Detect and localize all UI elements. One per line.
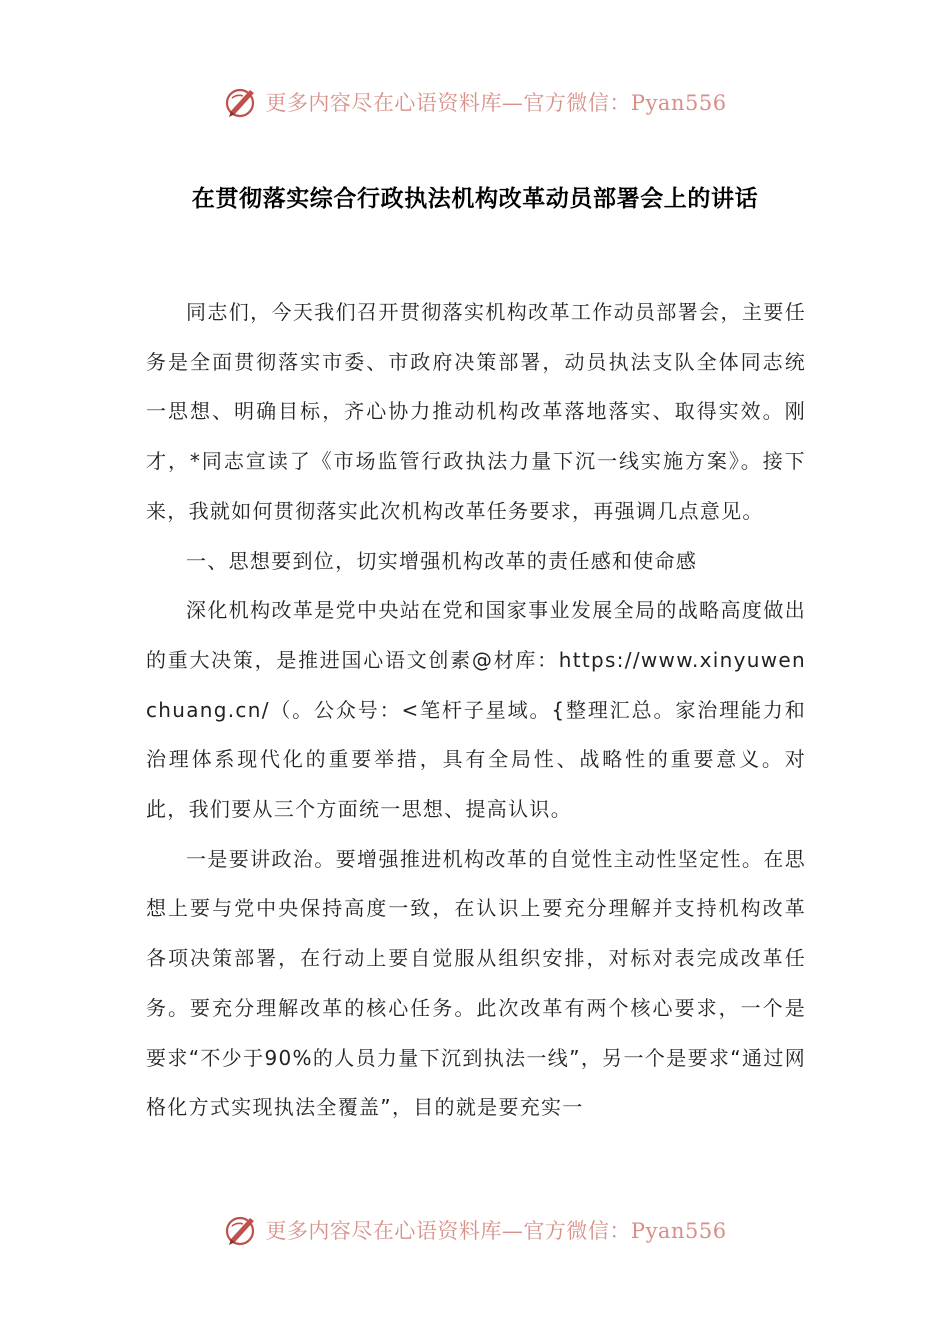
document-title: 在贯彻落实综合行政执法机构改革动员部署会上的讲话 xyxy=(191,186,759,212)
paragraph-politics: 一是要讲政治。要增强推进机构改革的自觉性主动性坚定性。在思想上要与党中央保持高度一致，在认识上要充分理解并支持机构改革各项决策部署，在行动上要自觉服从组织安排，对标对表完成改革任务。要充分理解改革的核心任务。此次改革有两个核心要求，一个是要求“不少于90%的人员力量下沉到执法一线”，另一个是要求“通过网格化方式实现执法全覆盖”，目的就是要充实一 xyxy=(146,846,806,1120)
pen-logo-icon xyxy=(223,1212,259,1248)
document-body xyxy=(146,288,806,1133)
header-watermark-banner xyxy=(0,82,950,122)
paragraph-significance: 深化机构改革是党中央站在党和国家事业发展全局的战略高度做出的重大决策，是推进国心语文创素@材库：https://www.xinyuwenchuang.cn/（。公众号：<笔杆子星域。{整理汇总。家治理能力和治理体系现代化的重要举措，具有全局性、战略性的重要意义。对此，我们要从三个方面统一思想、提高认识。 xyxy=(146,598,806,822)
pen-logo-icon xyxy=(223,84,259,120)
footer-watermark-banner xyxy=(0,1210,950,1250)
watermark-text: 更多内容尽在心语资料库—官方微信：Pyan556 xyxy=(265,91,727,115)
paragraph-opening: 同志们，今天我们召开贯彻落实机构改革工作动员部署会，主要任务是全面贯彻落实市委、市政府决策部署，动员执法支队全体同志统一思想、明确目标，齐心协力推动机构改革落地落实、取得实效。刚才，*同志宣读了《市场监管行政执法力量下沉一线实施方案》。接下来，我就如何贯彻落实此次机构改革任务要求，再强调几点意见。 xyxy=(146,300,806,523)
section-heading: 一、思想要到位，切实增强机构改革的责任感和使命感 xyxy=(186,548,698,573)
watermark-text: 更多内容尽在心语资料库—官方微信：Pyan556 xyxy=(265,1219,727,1243)
